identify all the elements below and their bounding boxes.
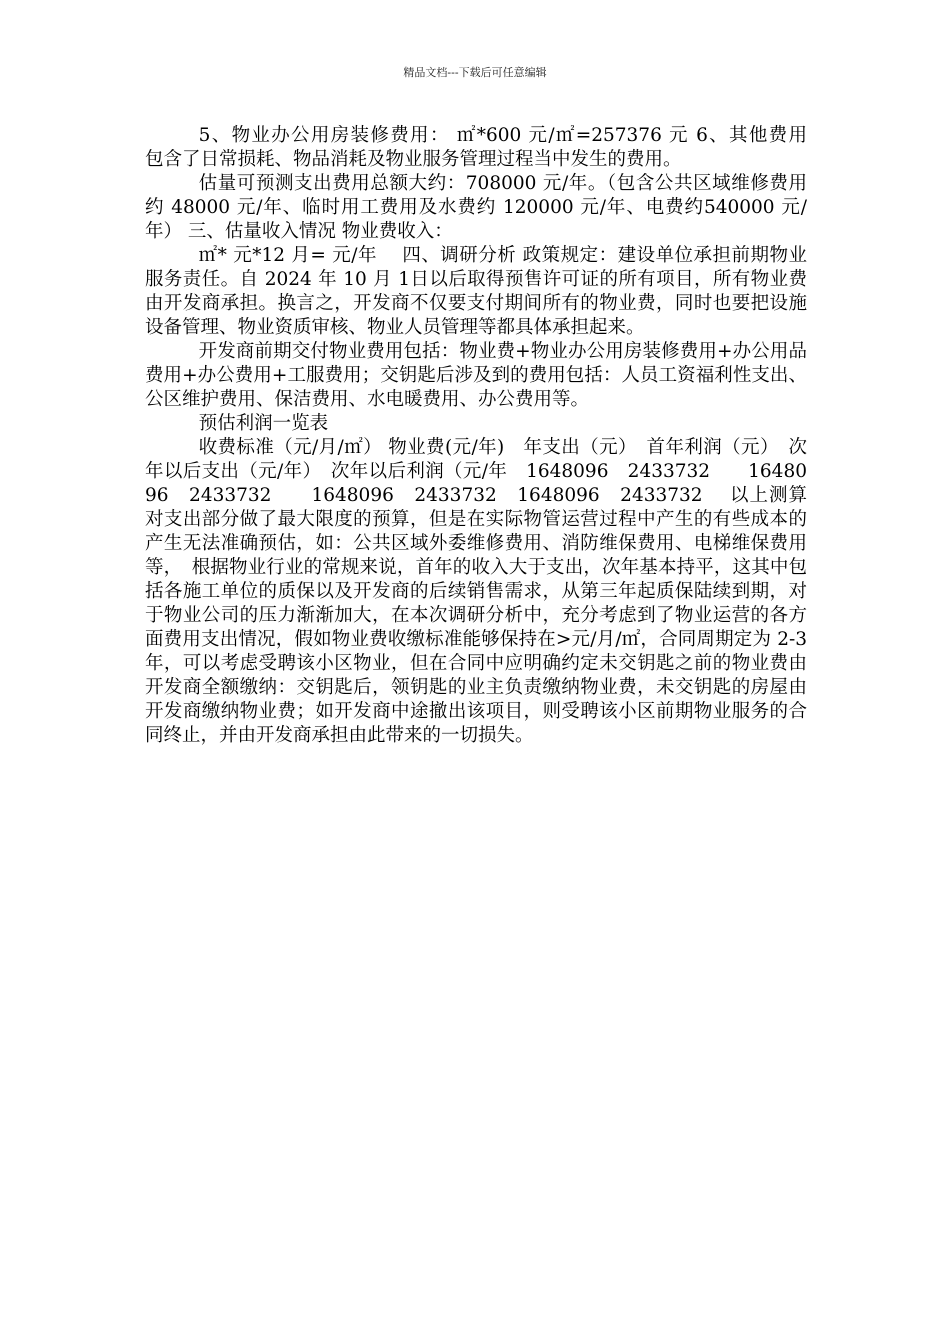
paragraph-profit-table-title: 预估利润一览表 [198,413,329,434]
paragraph-estimated-expenses: 估量可预测支出费用总额大约：708000 元/年。（包含公共区域维修费用约 48000 元/年、临时用工费用及水费约 120000 元/年、电费约540000 元/年） 三、估量收入情况 物业费收入： [145,173,807,242]
document-body [145,124,845,748]
paragraph-decoration-costs: 5、物业办公用房装修费用： ㎡*600 元/㎡=257376 元 6、其他费用 包含了日常损耗、物品消耗及物业服务管理过程当中发生的费用。 [145,125,845,170]
paragraph-developer-costs: 开发商前期交付物业费用包括：物业费+物业办公用房装修费用+办公用品费用+办公费用+工服费用；交钥匙后涉及到的费用包括：人员工资福利性支出、公区维护费用、保洁费用、水电暖费用、办公费用等。 [145,341,807,410]
paragraph-profit-table-and-conclusion: 收费标准（元/月/㎡） 物业费(元/年) 年支出（元） 首年利润（元） 次年以后支出（元/年） 次年以后利润（元/年 1648096 2433732 1648096 2433732 1648096 2433732 1648096 2433732 以上测算对支出部分做了最大限度的预算，但是在实际物管运营过程中产生的有些成本的产生无法准确预估，如：公共区域外委维修费用、消防维保费用、电梯维保费用等， 根据物业行业的常规来说，首年的收入大于支出，次年基本持平，这其中包括各施工单位的质保以及开发商的后续销售需求，从第三年起质保陆续到期，对于物业公司的压力渐渐加大，在本次调研分析中，充分考虑到了物业运营的各方面费用支出情况，假如物业费收缴标准能够保持在>元/月/㎡，合同周期定为 2-3 年，可以考虑受聘该小区物业，但在合同中应明确约定未交钥匙之前的物业费由开发商全额缴纳：交钥匙后，领钥匙的业主负责缴纳物业费，未交钥匙的房屋由开发商缴纳物业费；如开发商中途撤出该项目，则受聘该小区前期物业服务的合同终止，并由开发商承担由此带来的一切损失。 [145,437,807,746]
paragraph-research-analysis: ㎡* 元*12 月= 元/年 四、调研分析 政策规定：建设单位承担前期物业服务责任。自 2024 年 10 月 1日以后取得预售许可证的所有项目，所有物业费由开发商承担。换言之，开发商不仅要支付期间所有的物业费，同时也要把设施设备管理、物业资质审核、物业人员管理等都具体承担起来。 [145,245,807,338]
page-header: 精品文档---下载后可任意编辑 [403,66,547,79]
